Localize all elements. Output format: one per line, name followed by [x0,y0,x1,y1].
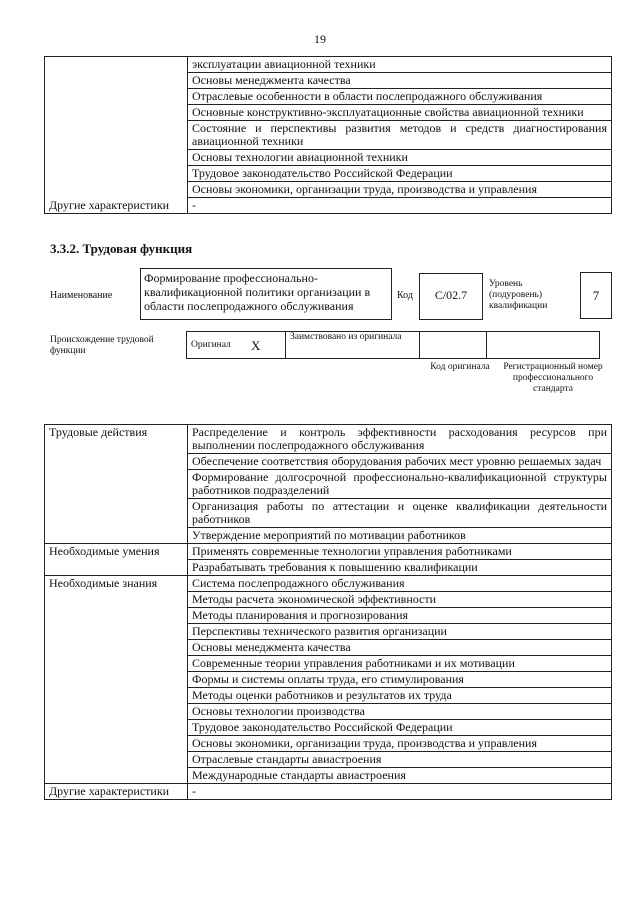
group-item: Трудовое законодательство Российской Федерации [188,720,612,736]
group-item: Распределение и контроль эффективности расходования ресурсов при выполнении послепродажного обслуживания [188,425,612,454]
row-value: Состояние и перспективы развития методов и средств диагностирования авиационной техники [188,121,612,150]
table-row [45,198,612,214]
table-row [45,166,612,182]
table-row [45,105,612,121]
table-row [45,182,612,198]
row-value: - [188,198,612,214]
function-name: Формирование профессионально-квалификационной политики организации в области послепродажного обслуживания [144,271,371,313]
table-row [45,150,612,166]
row-value: эксплуатации авиационной техники [188,57,612,73]
origin-table [186,331,600,359]
orig-code-cell [420,332,487,359]
group-item: Методы оценки работников и результатов их труда [188,688,612,704]
row-label [45,89,188,105]
group-item: Перспективы технического развития организации [188,624,612,640]
group-item: Разрабатывать требования к повышению квалификации [188,560,612,576]
table-row [45,73,612,89]
row-label [45,121,188,150]
group-item: Основы менеджмента качества [188,640,612,656]
row-label [45,105,188,121]
table-row [45,784,612,800]
table-row [45,544,612,560]
row-value: Основы менеджмента качества [188,73,612,89]
group-item: Формирование долгосрочной профессионально-квалификационной структуры работников подразделений [188,470,612,499]
group-item: - [188,784,612,800]
code-label: Код [397,290,413,301]
borrowed-label: Заимствовано из оригинала [290,332,402,342]
origin-label: Происхождение трудовой функции [50,335,154,356]
code-value: C/02.7 [434,288,468,302]
section-title: 3.3.2. Трудовая функция [50,241,193,256]
group-item: Международные стандарты авиастроения [188,768,612,784]
reg-number-cell [487,332,600,359]
knowledge-table-continued [44,56,612,214]
name-label: Наименование [50,290,113,301]
orig-code-label: Код оригинала [430,362,490,372]
table-row [45,89,612,105]
group-label: Необходимые знания [45,576,188,784]
group-item: Формы и системы оплаты труда, его стимулирования [188,672,612,688]
group-label: Другие характеристики [45,784,188,800]
row-value: Основные конструктивно-эксплуатационные свойства авиационной техники [188,105,612,121]
group-item: Отраслевые стандарты авиастроения [188,752,612,768]
reg-number-label: Регистрационный номер профессионального стандарта [503,362,603,394]
table-row [45,425,612,454]
row-value: Отраслевые особенности в области послепродажного обслуживания [188,89,612,105]
page-number: 19 [314,32,326,46]
table-row [45,576,612,592]
row-label: Другие характеристики [45,198,188,214]
table-row [45,57,612,73]
row-label [45,73,188,89]
group-item: Утверждение мероприятий по мотивации работников [188,528,612,544]
row-value: Основы экономики, организации труда, производства и управления [188,182,612,198]
row-label [45,57,188,73]
level-box [580,272,612,319]
row-label [45,150,188,166]
group-item: Система послепродажного обслуживания [188,576,612,592]
group-item: Основы экономики, организации труда, производства и управления [188,736,612,752]
function-name-box [140,268,392,320]
group-item: Современные теории управления работниками и их мотивации [188,656,612,672]
group-item: Основы технологии производства [188,704,612,720]
original-mark: X [251,337,261,353]
row-value: Основы технологии авиационной техники [188,150,612,166]
group-item: Организация работы по аттестации и оценке квалификации деятельности работников [188,499,612,528]
table-row [45,121,612,150]
labor-function-table [44,424,612,800]
row-value: Трудовое законодательство Российской Федерации [188,166,612,182]
level-value: 7 [592,288,600,303]
row-label [45,182,188,198]
code-box [419,273,483,320]
group-item: Применять современные технологии управления работниками [188,544,612,560]
group-label: Трудовые действия [45,425,188,544]
original-label: Оригинал [191,339,231,350]
level-label: Уровень (подуровень) квалификации [489,279,548,311]
row-label [45,166,188,182]
group-label: Необходимые умения [45,544,188,576]
group-item: Обеспечение соответствия оборудования рабочих мест уровню решаемых задач [188,454,612,470]
group-item: Методы расчета экономической эффективности [188,592,612,608]
group-item: Методы планирования и прогнозирования [188,608,612,624]
